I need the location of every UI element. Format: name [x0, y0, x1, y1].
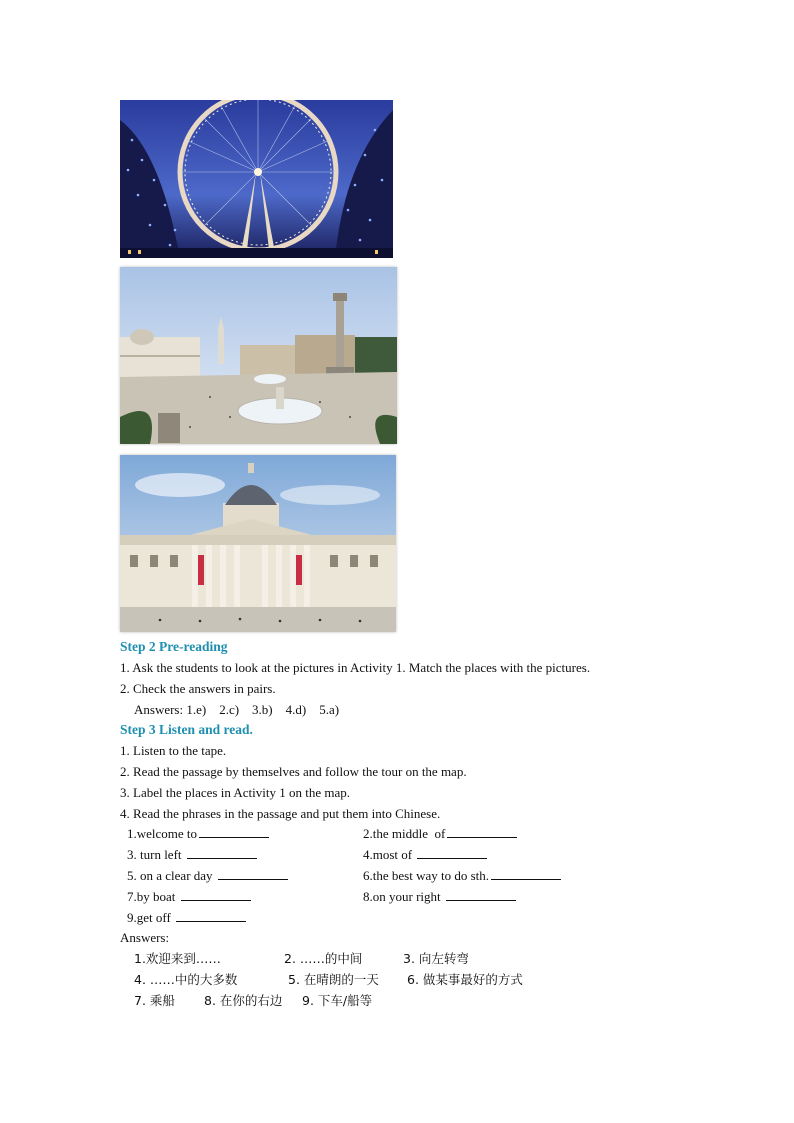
answer-blank [446, 889, 516, 901]
step2-item-2: 2. Check the answers in pairs. [120, 681, 276, 696]
answer-5: 5. 在晴朗的一天 [288, 972, 379, 987]
phrase-5: 5. on a clear day [127, 868, 288, 884]
phrase-9: 9.get off [127, 910, 246, 926]
step2-heading: Step 2 Pre-reading [120, 639, 228, 654]
phrase-7: 7.by boat [127, 889, 251, 905]
phrase-4: 4.most of [363, 847, 487, 863]
step3-item-4: 4. Read the phrases in the passage and put them into Chinese. [120, 806, 441, 821]
answer-3: 3. 向左转弯 [403, 951, 469, 966]
phrase-1: 1.welcome to [127, 826, 269, 842]
answer-7: 7. 乘船 [134, 993, 175, 1008]
answer-blank [491, 868, 561, 880]
phrase-3: 3. turn left [127, 847, 257, 863]
step3-item-2: 2. Read the passage by themselves and follow the tour on the map. [120, 764, 467, 779]
answer-2: 2. ……的中间 [284, 951, 363, 966]
answer-blank [447, 826, 517, 838]
phrase-2: 2.the middle of [363, 826, 517, 842]
step3-item-1: 1. Listen to the tape. [120, 743, 227, 758]
answer-blank [181, 889, 251, 901]
answer-blank [199, 826, 269, 838]
step3-heading: Step 3 Listen and read. [120, 722, 253, 737]
step2-item-1: 1. Ask the students to look at the pictures in Activity 1. Match the places with the pictures. [120, 660, 591, 675]
answer-9: 9. 下车/船等 [302, 993, 373, 1008]
answer-blank [176, 910, 246, 922]
answer-8: 8. 在你的右边 [204, 993, 283, 1008]
london-eye-photo [120, 100, 393, 258]
phrase-8: 8.on your right [363, 889, 516, 905]
step3-item-3: 3. Label the places in Activity 1 on the map. [120, 785, 350, 800]
answer-4: 4. ……中的大多数 [134, 972, 238, 987]
answer-1: 1.欢迎来到…… [134, 951, 221, 966]
answer-blank [417, 847, 487, 859]
answer-6: 6. 做某事最好的方式 [407, 972, 523, 987]
national-gallery-photo [120, 455, 396, 632]
step2-answers: Answers: 1.e) 2.c) 3.b) 4.d) 5.a) [134, 702, 340, 717]
answer-blank [187, 847, 257, 859]
trafalgar-square-photo [120, 267, 397, 444]
phrase-6: 6.the best way to do sth. [363, 868, 561, 884]
answer-blank [218, 868, 288, 880]
answers-label: Answers: [120, 930, 170, 945]
